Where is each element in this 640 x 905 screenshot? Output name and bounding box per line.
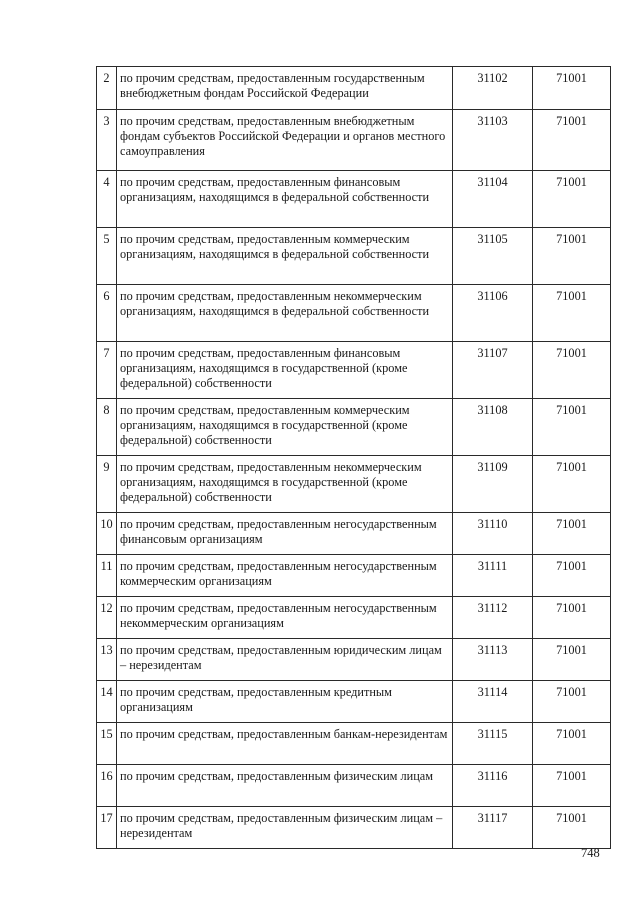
row-description: по прочим средствам, предоставленным негосударственным финансовым организациям xyxy=(117,513,453,555)
table-row xyxy=(97,110,611,171)
row-description: по прочим средствам, предоставленным финансовым организациям, находящимся в государственной (кроме федеральной) собственности xyxy=(117,342,453,399)
table-row xyxy=(97,555,611,597)
kosgu-code: 71001 xyxy=(533,342,611,399)
kosgu-code: 71001 xyxy=(533,681,611,723)
row-description: по прочим средствам, предоставленным кредитным организациям xyxy=(117,681,453,723)
account-code: 31105 xyxy=(453,228,533,285)
kosgu-code: 71001 xyxy=(533,399,611,456)
table-row xyxy=(97,171,611,228)
table-row xyxy=(97,228,611,285)
account-code: 31104 xyxy=(453,171,533,228)
row-description: по прочим средствам, предоставленным внебюджетным фондам субъектов Российской Федерации и органов местного самоуправления xyxy=(117,110,453,171)
account-code: 31112 xyxy=(453,597,533,639)
table-row xyxy=(97,639,611,681)
row-description: по прочим средствам, предоставленным негосударственным коммерческим организациям xyxy=(117,555,453,597)
row-number: 17 xyxy=(97,807,117,849)
table-row xyxy=(97,399,611,456)
row-description: по прочим средствам, предоставленным коммерческим организациям, находящимся в федеральной собственности xyxy=(117,228,453,285)
table-row xyxy=(97,597,611,639)
kosgu-code: 71001 xyxy=(533,228,611,285)
row-description: по прочим средствам, предоставленным государственным внебюджетным фондам Российской Федерации xyxy=(117,67,453,110)
account-code: 31115 xyxy=(453,723,533,765)
kosgu-code: 71001 xyxy=(533,597,611,639)
account-code: 31103 xyxy=(453,110,533,171)
account-code: 31114 xyxy=(453,681,533,723)
row-number: 4 xyxy=(97,171,117,228)
kosgu-code: 71001 xyxy=(533,67,611,110)
table-row xyxy=(97,681,611,723)
row-number: 2 xyxy=(97,67,117,110)
row-number: 16 xyxy=(97,765,117,807)
account-code: 31113 xyxy=(453,639,533,681)
row-number: 14 xyxy=(97,681,117,723)
row-number: 15 xyxy=(97,723,117,765)
row-description: по прочим средствам, предоставленным негосударственным некоммерческим организациям xyxy=(117,597,453,639)
table-row xyxy=(97,513,611,555)
page-number: 748 xyxy=(581,846,600,860)
kosgu-code: 71001 xyxy=(533,639,611,681)
table-row xyxy=(97,342,611,399)
row-number: 8 xyxy=(97,399,117,456)
account-code: 31106 xyxy=(453,285,533,342)
kosgu-code: 71001 xyxy=(533,555,611,597)
table-row xyxy=(97,285,611,342)
row-number: 5 xyxy=(97,228,117,285)
account-code: 31110 xyxy=(453,513,533,555)
row-description: по прочим средствам, предоставленным некоммерческим организациям, находящимся в федеральной собственности xyxy=(117,285,453,342)
accounts-table xyxy=(96,66,611,849)
row-description: по прочим средствам, предоставленным банкам-нерезидентам xyxy=(117,723,453,765)
kosgu-code: 71001 xyxy=(533,456,611,513)
account-code: 31116 xyxy=(453,765,533,807)
table-row xyxy=(97,765,611,807)
row-description: по прочим средствам, предоставленным некоммерческим организациям, находящимся в государственной (кроме федеральной) собственности xyxy=(117,456,453,513)
row-number: 6 xyxy=(97,285,117,342)
table-row xyxy=(97,723,611,765)
account-code: 31108 xyxy=(453,399,533,456)
kosgu-code: 71001 xyxy=(533,807,611,849)
row-description: по прочим средствам, предоставленным юридическим лицам – нерезидентам xyxy=(117,639,453,681)
account-code: 31117 xyxy=(453,807,533,849)
row-description: по прочим средствам, предоставленным коммерческим организациям, находящимся в государственной (кроме федеральной) собственности xyxy=(117,399,453,456)
kosgu-code: 71001 xyxy=(533,110,611,171)
kosgu-code: 71001 xyxy=(533,285,611,342)
row-description: по прочим средствам, предоставленным финансовым организациям, находящимся в федеральной собственности xyxy=(117,171,453,228)
kosgu-code: 71001 xyxy=(533,171,611,228)
row-number: 13 xyxy=(97,639,117,681)
row-description: по прочим средствам, предоставленным физическим лицам – нерезидентам xyxy=(117,807,453,849)
account-code: 31111 xyxy=(453,555,533,597)
kosgu-code: 71001 xyxy=(533,513,611,555)
account-code: 31102 xyxy=(453,67,533,110)
account-code: 31109 xyxy=(453,456,533,513)
row-number: 10 xyxy=(97,513,117,555)
table-row xyxy=(97,456,611,513)
row-number: 12 xyxy=(97,597,117,639)
row-number: 7 xyxy=(97,342,117,399)
kosgu-code: 71001 xyxy=(533,723,611,765)
row-number: 9 xyxy=(97,456,117,513)
kosgu-code: 71001 xyxy=(533,765,611,807)
row-number: 3 xyxy=(97,110,117,171)
table-row xyxy=(97,807,611,849)
row-number: 11 xyxy=(97,555,117,597)
row-description: по прочим средствам, предоставленным физическим лицам xyxy=(117,765,453,807)
account-code: 31107 xyxy=(453,342,533,399)
table-row xyxy=(97,67,611,110)
